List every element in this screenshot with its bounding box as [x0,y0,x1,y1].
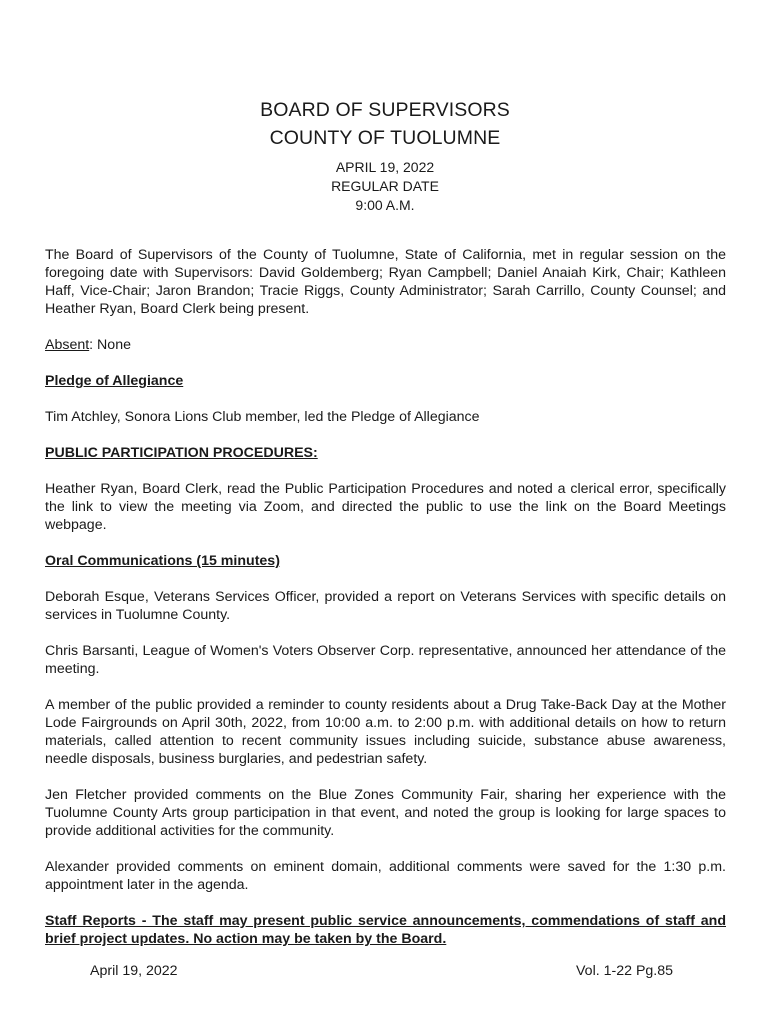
oral-comment-paragraph: A member of the public provided a reminder to county residents about a Drug Take-Back Day at the Mother Lode Fairgrounds on April 30th, 2022, from 10:00 a.m. to 2:00 p.m. with additional details on how to return materials, called attention to recent community issues including suicide, substance abuse awareness, needle disposals, business burglaries, and pedestrian safety. [45,697,726,767]
oral-comment-paragraph: Alexander provided comments on eminent domain, additional comments were saved for the 1:30 p.m. appointment later in the agenda. [45,859,726,893]
county-title: COUNTY OF TUOLUMNE [269,127,501,149]
absent-value: : None [89,337,131,353]
footer-date: April 19, 2022 [90,963,178,979]
minutes-body [45,246,726,948]
footer-volume-page: Vol. 1-22 Pg.85 [576,963,674,979]
absent-line [45,336,726,354]
oral-communications-heading: Oral Communications (15 minutes) [45,553,280,569]
pledge-paragraph: Tim Atchley, Sonora Lions Club member, led the Pledge of Allegiance [45,409,480,425]
oral-comment-paragraph: Jen Fletcher provided comments on the Blue Zones Community Fair, sharing her experience with the Tuolumne County Arts group participation in that event, and noted the group is looking for large spaces to provide additional activities for the community. [45,787,726,839]
meeting-date: APRIL 19, 2022 [335,159,435,175]
pledge-heading: Pledge of Allegiance [45,373,184,389]
oral-comment-paragraph: Chris Barsanti, League of Women's Voters Observer Corp. representative, announced her attendance of the meeting. [45,643,726,677]
oral-comment-paragraph: Deborah Esque, Veterans Services Officer, provided a report on Veterans Services with specific details on services in Tuolumne County. [45,589,726,623]
public-participation-paragraph: Heather Ryan, Board Clerk, read the Public Participation Procedures and noted a clerical error, specifically the link to view the meeting via Zoom, and directed the public to use the link on the Board Meetings webpage. [45,481,726,533]
absent-label: Absent [45,337,90,353]
public-participation-heading: PUBLIC PARTICIPATION PROCEDURES: [45,445,318,461]
board-title: BOARD OF SUPERVISORS [260,99,510,121]
attendance-paragraph: The Board of Supervisors of the County of Tuolumne, State of California, met in regular session on the foregoing date with Supervisors: David Goldemberg; Ryan Campbell; Daniel Anaiah Kirk, Chair; Kathleen Haff, Vice-Chair; Jaron Brandon; Tracie Riggs, County Administrator; Sarah Carrillo, County Counsel; and Heather Ryan, Board Clerk being present. [45,247,726,317]
meeting-time: 9:00 A.M. [355,197,415,213]
document-header [0,96,770,215]
meeting-type: REGULAR DATE [331,178,439,194]
staff-reports-heading: Staff Reports - The staff may present public service announcements, commendations of staff and brief project updates. No action may be taken by the Board. [45,913,726,947]
